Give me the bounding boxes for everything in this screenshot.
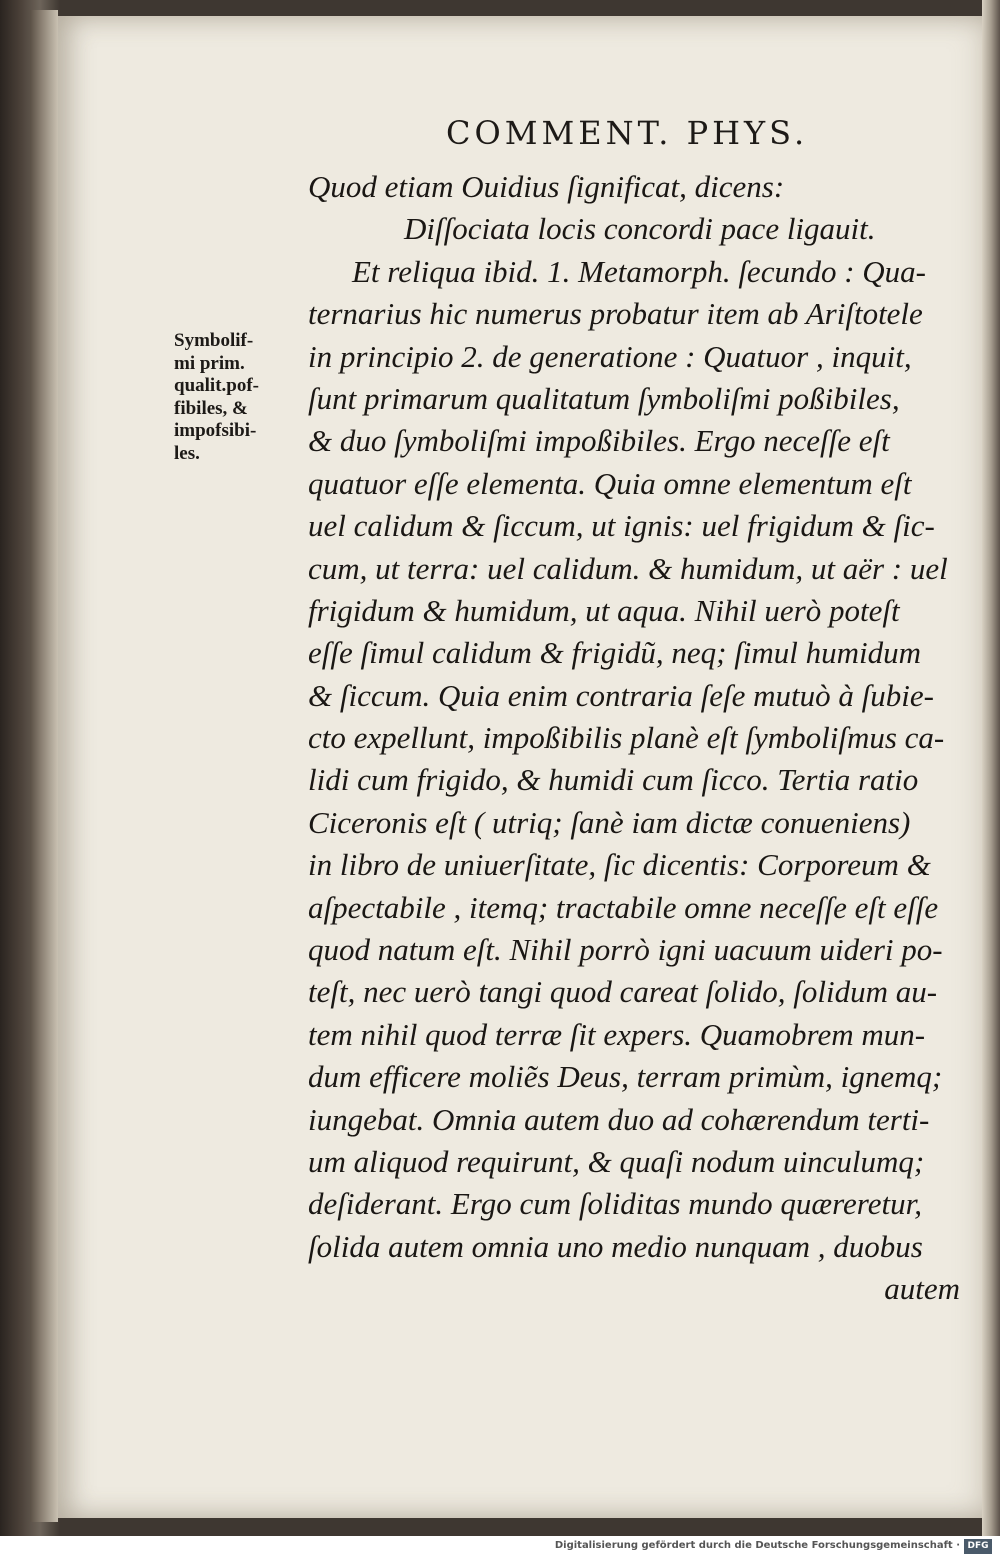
margin-note-line: mi prim.	[174, 352, 245, 374]
text-line: Ciceronis eſt ( utriq; ſanè iam dictæ conueniens)	[308, 804, 911, 840]
text-line: cum, ut terra: uel calidum. & humidum, ut aër : uel	[308, 550, 948, 586]
footer-bar	[0, 1536, 1000, 1558]
running-title: COMMENT. PHYS.	[446, 114, 809, 152]
text-line: quod natum eſt. Nihil porrò igni uacuum uideri po-	[308, 932, 943, 968]
text-line: dum efficere moliẽs Deus, terram primùm, ignemq;	[308, 1059, 943, 1095]
margin-note-line: les.	[174, 442, 200, 464]
text-line: cto expellunt, impoßibilis planè eſt ſymboliſmus ca-	[308, 720, 945, 756]
text-line: ſolida autem omnia uno medio nunquam , duobus	[308, 1228, 923, 1264]
text-line: ſunt primarum qualitatum ſymboliſmi poßibiles,	[308, 380, 900, 416]
footer-credit: Digitalisierung gefördert durch die Deutsche Forschungsgemeinschaft ·	[554, 1540, 960, 1551]
margin-note	[174, 330, 304, 465]
margin-note-line: qualit.pof-	[174, 375, 259, 396]
margin-note-line: fibiles, &	[174, 397, 248, 419]
page-spine-edge	[30, 10, 58, 1522]
text-line: aſpectabile , itemq; tractabile omne neceſſe eſt eſſe	[308, 889, 939, 925]
page-right-edge	[982, 0, 1000, 1536]
text-line: teſt, nec uerò tangi quod careat ſolido, ſolidum au-	[308, 974, 938, 1010]
margin-note-line: impofsibi-	[174, 420, 257, 441]
catchword: autem	[884, 1271, 960, 1307]
text-line: Quod etiam Ouidius ſignificat, dicens:	[308, 169, 785, 204]
text-line: Et reliqua ibid. 1. Metamorph. ſecundo : Qua-	[352, 253, 926, 289]
text-line: in libro de uniuerſitate, ſic dicentis: Corporeum &	[308, 847, 931, 883]
text-line: deſiderant. Ergo cum ſoliditas mundo quæreretur,	[308, 1186, 922, 1222]
text-line: frigidum & humidum, ut aqua. Nihil uerò poteſt	[308, 592, 900, 628]
text-line: eſſe ſimul calidum & frigidũ, neq; ſimul humidum	[308, 635, 922, 671]
text-line: & duo ſymboliſmi impoßibiles. Ergo neceſſe eſt	[308, 423, 890, 459]
text-line: uel calidum & ſiccum, ut ignis: uel frigidum & ſic-	[308, 508, 935, 544]
text-line: iungebat. Omnia autem duo ad cohærendum terti-	[308, 1101, 930, 1137]
text-line: ternarius hic numerus probatur item ab Ariſtotele	[308, 296, 923, 332]
dfg-logo: DFG	[964, 1539, 992, 1554]
text-line: quatuor eſſe elementa. Quia omne elementum eſt	[308, 465, 912, 501]
text-line: in principio 2. de generatione : Quatuor , inquit,	[308, 338, 912, 374]
text-line: um aliquod requirunt, & quaſi nodum uinculumq;	[308, 1143, 925, 1179]
text-line: & ſiccum. Quia enim contraria ſeſe mutuò à ſubie-	[308, 677, 934, 713]
text-line: tem nihil quod terræ ſit expers. Quamobrem mun-	[308, 1016, 926, 1052]
margin-note-line: Symbolif-	[174, 330, 254, 351]
verse-line: Diſſociata locis concordi pace ligauit.	[404, 211, 876, 247]
body-text	[308, 166, 960, 1311]
text-line: lidi cum frigido, & humidi cum ſicco. Tertia ratio	[308, 762, 919, 798]
